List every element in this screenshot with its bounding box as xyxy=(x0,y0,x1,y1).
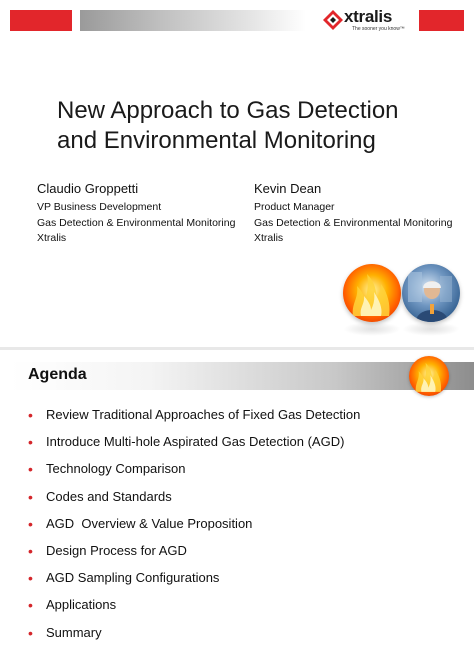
presenter-department: Gas Detection & Environmental Monitoring xyxy=(254,216,453,229)
agenda-item-text: Introduce Multi-hole Aspirated Gas Detection (AGD) xyxy=(46,434,345,450)
agenda-item xyxy=(28,406,360,433)
worker-icon xyxy=(402,264,460,322)
agenda-item-text: AGD Sampling Configurations xyxy=(46,570,220,586)
agenda-item-text: Codes and Standards xyxy=(46,488,172,504)
header-red-bar-left xyxy=(10,10,72,31)
presenter-1 xyxy=(37,180,235,247)
bullet-icon: • xyxy=(28,407,33,423)
agenda-slide xyxy=(0,350,474,641)
presenter-name: Claudio Groppetti xyxy=(37,181,139,196)
worker-orb-image xyxy=(402,264,460,322)
presenter-department: Gas Detection & Environmental Monitoring xyxy=(37,216,236,229)
header-red-bar-right xyxy=(419,10,464,31)
bullet-icon: • xyxy=(28,488,33,505)
flame-icon xyxy=(409,356,449,396)
presenter-role: Product Manager xyxy=(254,201,335,213)
title-line-1: New Approach to Gas Detection xyxy=(57,97,399,124)
agenda-item xyxy=(28,460,360,487)
presenter-2 xyxy=(254,180,452,247)
title-line-2: and Environmental Monitoring xyxy=(57,127,376,154)
agenda-item-text: Applications xyxy=(46,597,117,613)
agenda-item-text: Design Process for AGD xyxy=(46,542,187,558)
presentation-title xyxy=(57,96,399,156)
xtralis-diamond-icon xyxy=(322,9,344,31)
presenter-role: VP Business Development xyxy=(37,201,162,213)
agenda-item xyxy=(28,569,360,596)
agenda-item-text: Review Traditional Approaches of Fixed Gas Detection xyxy=(46,407,361,422)
presenter-company: Xtralis xyxy=(254,232,284,244)
agenda-item xyxy=(28,596,360,623)
agenda-item-text: Technology Comparison xyxy=(46,461,186,477)
logo-tagline: The sooner you know™ xyxy=(352,26,405,32)
agenda-item xyxy=(28,433,360,460)
bullet-icon: • xyxy=(28,542,33,559)
bullet-icon: • xyxy=(28,461,33,478)
agenda-item-text: AGD Overview & Value Proposition xyxy=(46,515,253,531)
bullet-icon: • xyxy=(28,624,33,641)
bullet-icon: • xyxy=(28,597,33,614)
flame-icon xyxy=(343,264,401,322)
header-gradient-bar xyxy=(80,10,306,31)
agenda-item-text: Summary xyxy=(46,624,102,640)
worker-orb-reflection xyxy=(402,322,460,336)
agenda-title: Agenda xyxy=(28,366,87,383)
agenda-fire-orb-image xyxy=(409,356,449,396)
agenda-item xyxy=(28,515,360,542)
presenter-name: Kevin Dean xyxy=(254,181,322,196)
logo-wordmark: xtralis xyxy=(344,7,392,26)
presenter-company: Xtralis xyxy=(37,232,67,244)
bullet-icon: • xyxy=(28,434,33,451)
fire-orb-image xyxy=(343,264,401,322)
bullet-icon: • xyxy=(28,570,33,587)
xtralis-logo xyxy=(322,8,416,36)
agenda-item xyxy=(28,624,360,651)
agenda-item xyxy=(28,488,360,515)
bullet-icon: • xyxy=(28,515,33,532)
fire-orb-reflection xyxy=(343,322,401,336)
agenda-list xyxy=(28,406,360,651)
agenda-item xyxy=(28,542,360,569)
